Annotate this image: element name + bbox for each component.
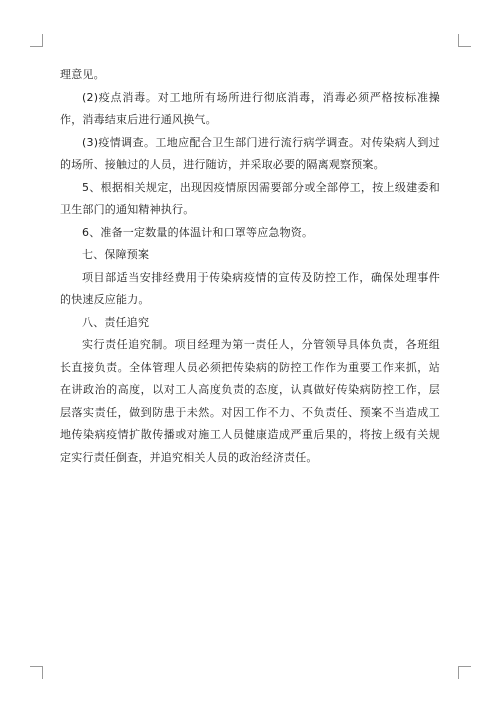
paragraph-accountability: 实行责任追究制。项目经理为第一责任人，分管领导具体负责，各班组长直接负责。全体管理人员必须把传染病的防控工作作为重要工作来抓，站在讲政治的高度，以对工人高度负责的态度，认真做好传染病防控工作，层层落实责任，做到防患于未然。对因工作不力、不负责任、预案不当造成工地传染病疫情扩散传播或对施工人员健康造成严重后果的，将按上级有关规定实行责任倒查，并追究相关人员的政治经济责任。 (60, 338, 440, 464)
crop-mark-bottom-right (458, 666, 471, 679)
section-heading-guarantee: 七、保障预案 (82, 248, 150, 261)
paragraph-work-stoppage: 5、根据相关规定，出现因疫情原因需要部分或全部停工，按上级建委和卫生部门的通知精神执行。 (60, 180, 440, 216)
crop-mark-top-right (458, 34, 471, 47)
paragraph-epidemic-investigation: (3)疫情调查。工地应配合卫生部门进行流行病学调查。对传染病人到过的场所、接触过的人员，进行随访，并采取必要的隔离观察预案。 (60, 135, 440, 171)
crop-mark-bottom-left (30, 666, 43, 679)
section-heading-accountability: 八、责任追究 (82, 315, 150, 329)
document-body (60, 64, 440, 469)
paragraph-disinfection: (2)疫点消毒。对工地所有场所进行彻底消毒，消毒必须严格按标准操作，消毒结束后进行通风换气。 (60, 90, 440, 126)
crop-mark-top-left (30, 34, 43, 47)
paragraph-emergency-supplies: 6、准备一定数量的体温计和口罩等应急物资。 (82, 225, 314, 239)
paragraph-continuation: 理意见。 (60, 68, 105, 81)
paragraph-guarantee: 项目部适当安排经费用于传染病疫情的宣传及防控工作，确保处理事件的快速反应能力。 (60, 270, 440, 306)
